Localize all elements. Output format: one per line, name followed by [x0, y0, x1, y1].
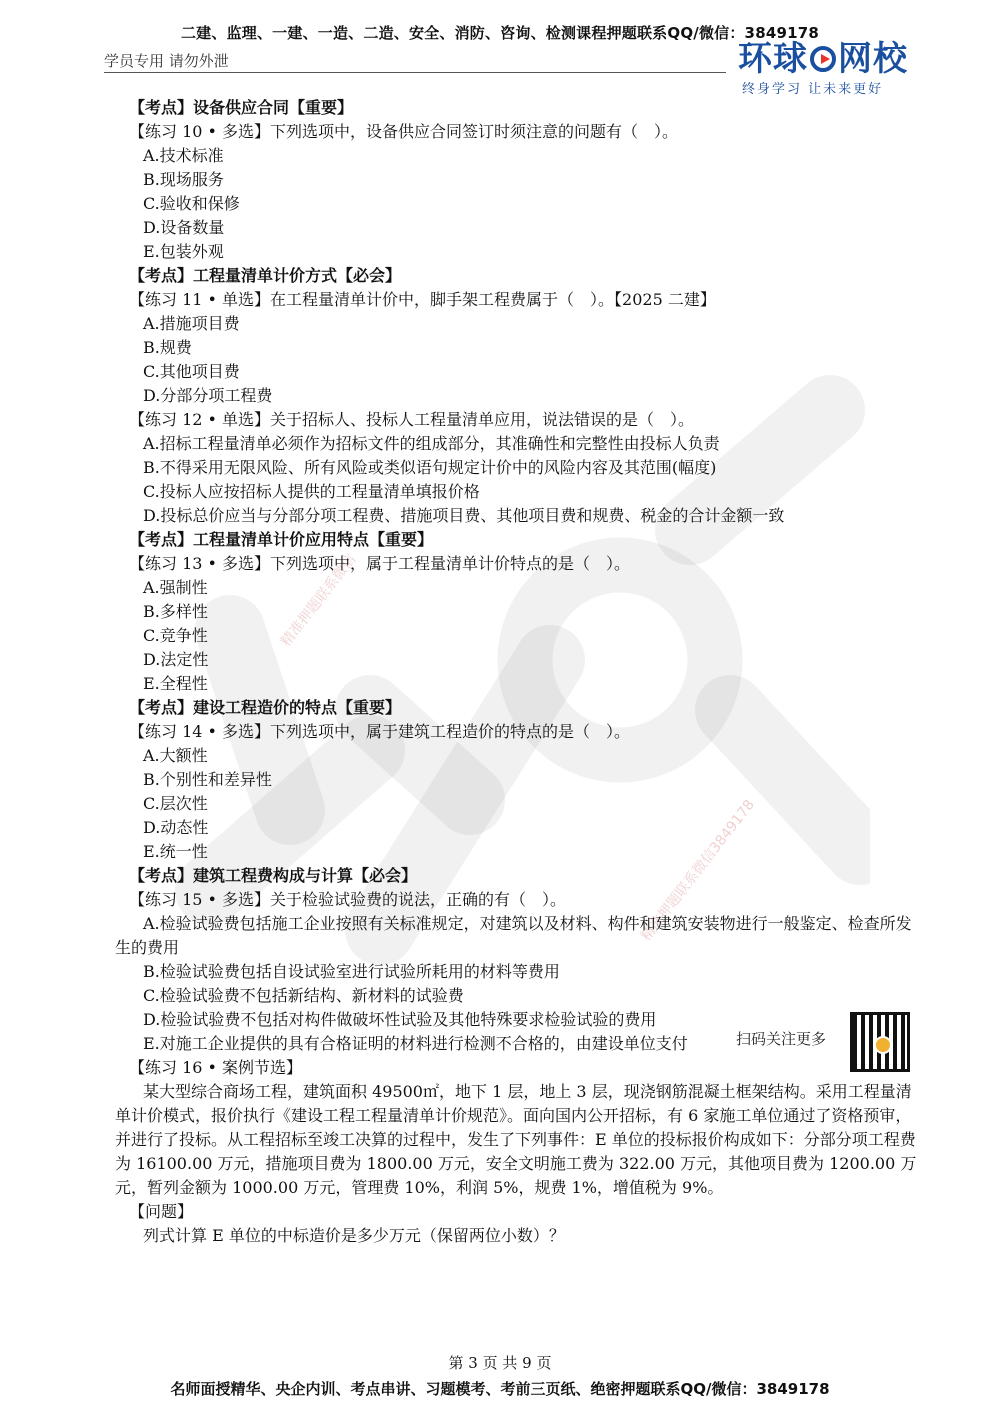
- answer-option: D.投标总价应当与分部分项工程费、措施项目费、其他项目费和规费、税金的合计金额一致: [143, 506, 785, 525]
- answer-option: C.验收和保修: [143, 194, 240, 213]
- answer-option: B.个别性和差异性: [143, 770, 272, 789]
- question-stem: 【练习 11 • 单选】在工程量清单计价中，脚手架工程费属于（ ）。【2025 二建】: [129, 290, 716, 309]
- answer-option: B.多样性: [143, 602, 208, 621]
- paragraph: 某大型综合商场工程，建筑面积 49500㎡，地下 1 层，地上 3 层，现浇钢筋混凝土框架结构。采用工程量清单计价模式，报价执行《建设工程工程量清单计价规范》。面向国内公开招标，有 6 家施工单位通过了资格预审，并进行了投标。从工程招标至竣工决算的过程中，发生了下列事件：E 单位的投标报价构成如下：分部分项工程费为 16100.00 万元，措施项目费为 1800.00 万元，安全文明施工费为 322.00 万元，其他项目费为 1200.00 万元，暂列金额为 1000.00 万元，管理费 10%，利润 5%，规费 1%，增值税为 9%。: [115, 1082, 917, 1197]
- logo-wordmark: [738, 40, 918, 78]
- question-stem: 【练习 10 • 多选】下列选项中，设备供应合同签订时须注意的问题有（ ）。: [129, 122, 679, 141]
- logo-slogan: 终身学习 让未来更好: [742, 82, 884, 97]
- answer-option: B.规费: [143, 338, 192, 357]
- answer-option: C.层次性: [143, 794, 208, 813]
- answer-option: D.设备数量: [143, 218, 225, 237]
- paragraph: A.检验试验费包括施工企业按照有关标准规定，对建筑以及材料、构件和建筑安装物进行一般鉴定、检查所发生的费用: [115, 914, 912, 957]
- answer-option: B.现场服务: [143, 170, 224, 189]
- section-heading: 【考点】工程量清单计价方式【必会】: [129, 266, 402, 285]
- answer-option: E.对施工企业提供的具有合格证明的材料进行检测不合格的，由建设单位支付: [143, 1034, 688, 1053]
- logo-text-a: 环球: [738, 39, 808, 79]
- answer-option: D.分部分项工程费: [143, 386, 273, 405]
- play-logo-icon: [810, 46, 836, 72]
- answer-option: D.检验试验费不包括对构件做破坏性试验及其他特殊要求检验试验的费用: [143, 1010, 657, 1029]
- question-stem: 【练习 12 • 单选】关于招标人、投标人工程量清单应用，说法错误的是（ ）。: [129, 410, 695, 429]
- watermark-text: 精准押题联系微信3849178: [637, 796, 758, 945]
- qr-center-logo: [874, 1036, 892, 1054]
- answer-option: C.其他项目费: [143, 362, 240, 381]
- answer-option: E.全程性: [143, 674, 208, 693]
- bottom-banner: 名师面授精华、央企内训、考点串讲、习题模考、考前三页纸、绝密押题联系QQ/微信：3849178: [170, 1380, 830, 1398]
- answer-option: A.技术标准: [143, 146, 224, 165]
- scan-prompt: 扫码关注更多: [736, 1030, 827, 1048]
- answer-option: A.大额性: [143, 746, 208, 765]
- answer-option: D.动态性: [143, 818, 209, 837]
- question-stem: 【问题】: [129, 1202, 194, 1221]
- watermark-text: 精准押题联系微信: [278, 551, 360, 650]
- logo-text-b: 网校: [838, 39, 908, 79]
- qr-code-icon[interactable]: [850, 1012, 910, 1072]
- answer-option: B.检验试验费包括自设试验室进行试验所耗用的材料等费用: [143, 962, 560, 981]
- answer-option: A.招标工程量清单必须作为招标文件的组成部分，其准确性和完整性由投标人负责: [143, 434, 720, 453]
- question-stem: 【练习 15 • 多选】关于检验试验费的说法，正确的有（ ）。: [129, 890, 567, 909]
- page-number: 第 3 页 共 9 页: [448, 1354, 552, 1372]
- answer-option: D.法定性: [143, 650, 209, 669]
- document-body: [115, 96, 920, 1248]
- header-divider: [104, 72, 726, 73]
- answer-option: C.投标人应按招标人提供的工程量清单填报价格: [143, 482, 480, 501]
- answer-option: B.不得采用无限风险、所有风险或类似语句规定计价中的风险内容及其范围(幅度): [143, 458, 717, 477]
- logo: [738, 40, 918, 100]
- section-heading: 【考点】建设工程造价的特点【重要】: [129, 698, 402, 717]
- question-stem: 【练习 13 • 多选】下列选项中，属于工程量清单计价特点的是（ ）。: [129, 554, 631, 573]
- answer-option: C.竞争性: [143, 626, 208, 645]
- answer-option: 列式计算 E 单位的中标造价是多少万元（保留两位小数）？: [143, 1226, 565, 1245]
- answer-option: E.包装外观: [143, 242, 224, 261]
- answer-option: A.措施项目费: [143, 314, 240, 333]
- answer-option: E.统一性: [143, 842, 208, 861]
- section-heading: 【考点】设备供应合同【重要】: [129, 98, 354, 117]
- section-heading: 【考点】建筑工程费构成与计算【必会】: [129, 866, 418, 885]
- question-stem: 【练习 16 • 案例节选】: [129, 1058, 303, 1077]
- question-stem: 【练习 14 • 多选】下列选项中，属于建筑工程造价的特点的是（ ）。: [129, 722, 631, 741]
- header-notice: 学员专用 请勿外泄: [104, 52, 229, 70]
- section-heading: 【考点】工程量清单计价应用特点【重要】: [129, 530, 434, 549]
- answer-option: A.强制性: [143, 578, 208, 597]
- top-banner: 二建、监理、一建、一造、二造、安全、消防、咨询、检测课程押题联系QQ/微信：3849178: [180, 24, 820, 42]
- answer-option: C.检验试验费不包括新结构、新材料的试验费: [143, 986, 464, 1005]
